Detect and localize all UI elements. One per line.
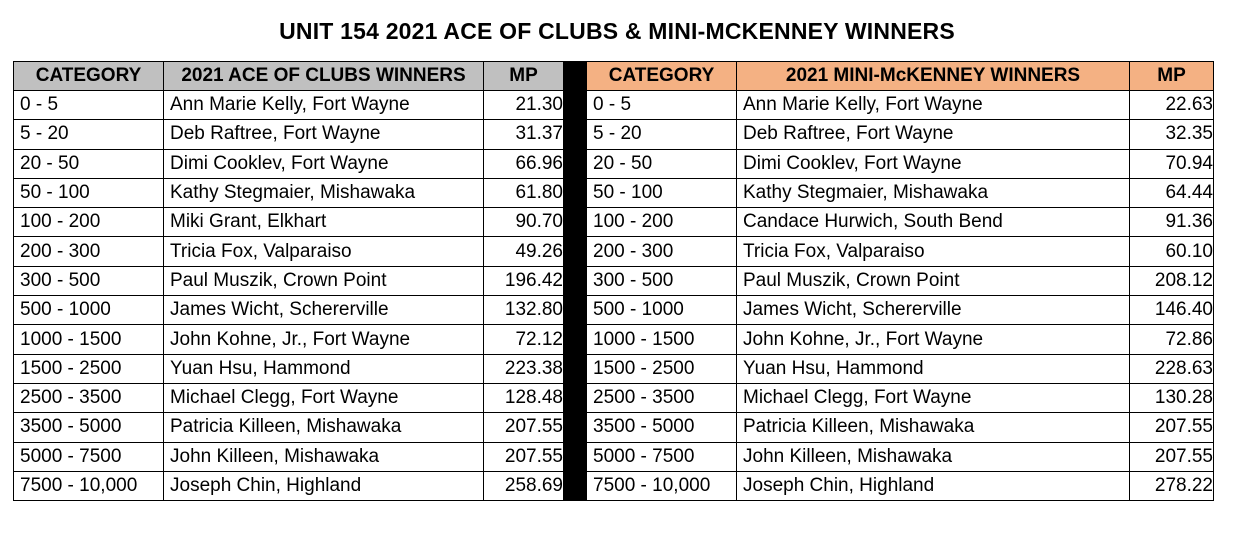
column-separator xyxy=(564,149,587,178)
ace-category-cell: 7500 - 10,000 xyxy=(14,471,164,500)
table-row xyxy=(14,354,1214,383)
mckenney-mp-cell: 146.40 xyxy=(1130,296,1214,325)
ace-mp-cell: 72.12 xyxy=(484,325,564,354)
ace-category-cell: 500 - 1000 xyxy=(14,296,164,325)
mckenney-category-cell: 50 - 100 xyxy=(587,178,737,207)
ace-winner-cell: Ann Marie Kelly, Fort Wayne xyxy=(164,91,484,120)
mckenney-winner-cell: Joseph Chin, Highland xyxy=(737,471,1130,500)
ace-category-cell: 1000 - 1500 xyxy=(14,325,164,354)
mckenney-winner-cell: Deb Raftree, Fort Wayne xyxy=(737,120,1130,149)
ace-category-cell: 5000 - 7500 xyxy=(14,442,164,471)
mckenney-winner-cell: Kathy Stegmaier, Mishawaka xyxy=(737,178,1130,207)
ace-winner-cell: John Kohne, Jr., Fort Wayne xyxy=(164,325,484,354)
mckenney-mp-cell: 60.10 xyxy=(1130,237,1214,266)
table-row xyxy=(14,120,1214,149)
ace-category-cell: 1500 - 2500 xyxy=(14,354,164,383)
mckenney-winner-cell: Ann Marie Kelly, Fort Wayne xyxy=(737,91,1130,120)
ace-category-cell: 300 - 500 xyxy=(14,266,164,295)
table-row xyxy=(14,208,1214,237)
table-row xyxy=(14,413,1214,442)
table-row xyxy=(14,442,1214,471)
mckenney-category-cell: 1500 - 2500 xyxy=(587,354,737,383)
ace-category-cell: 5 - 20 xyxy=(14,120,164,149)
ace-winner-cell: John Killeen, Mishawaka xyxy=(164,442,484,471)
mckenney-category-cell: 5 - 20 xyxy=(587,120,737,149)
page-title: UNIT 154 2021 ACE OF CLUBS & MINI-MCKENNEY WINNERS xyxy=(279,18,955,44)
mckenney-category-cell: 5000 - 7500 xyxy=(587,442,737,471)
table-row xyxy=(14,383,1214,412)
column-separator xyxy=(564,91,587,120)
ace-mp-header: MP xyxy=(484,62,564,91)
mckenney-winners-header: 2021 MINI-McKENNEY WINNERS xyxy=(737,62,1130,91)
column-separator xyxy=(564,354,587,383)
mckenney-winner-cell: Yuan Hsu, Hammond xyxy=(737,354,1130,383)
ace-winner-cell: Patricia Killeen, Mishawaka xyxy=(164,413,484,442)
table-row xyxy=(14,266,1214,295)
mckenney-winner-cell: James Wicht, Schererville xyxy=(737,296,1130,325)
mckenney-category-cell: 1000 - 1500 xyxy=(587,325,737,354)
ace-category-cell: 200 - 300 xyxy=(14,237,164,266)
header-row xyxy=(14,62,1214,91)
ace-category-cell: 50 - 100 xyxy=(14,178,164,207)
ace-winners-header: 2021 ACE OF CLUBS WINNERS xyxy=(164,62,484,91)
mckenney-category-header: CATEGORY xyxy=(587,62,737,91)
ace-mp-cell: 31.37 xyxy=(484,120,564,149)
ace-category-header: CATEGORY xyxy=(14,62,164,91)
ace-winner-cell: Paul Muszik, Crown Point xyxy=(164,266,484,295)
mckenney-category-cell: 20 - 50 xyxy=(587,149,737,178)
mckenney-mp-cell: 70.94 xyxy=(1130,149,1214,178)
ace-winner-cell: Yuan Hsu, Hammond xyxy=(164,354,484,383)
table-row xyxy=(14,325,1214,354)
column-separator xyxy=(564,208,587,237)
mckenney-mp-cell: 64.44 xyxy=(1130,178,1214,207)
mckenney-mp-cell: 130.28 xyxy=(1130,383,1214,412)
ace-mp-cell: 258.69 xyxy=(484,471,564,500)
ace-mp-cell: 128.48 xyxy=(484,383,564,412)
mckenney-mp-cell: 207.55 xyxy=(1130,413,1214,442)
ace-winner-cell: James Wicht, Schererville xyxy=(164,296,484,325)
column-separator xyxy=(564,383,587,412)
mckenney-mp-cell: 208.12 xyxy=(1130,266,1214,295)
mckenney-category-cell: 7500 - 10,000 xyxy=(587,471,737,500)
mckenney-winner-cell: John Kohne, Jr., Fort Wayne xyxy=(737,325,1130,354)
ace-mp-cell: 61.80 xyxy=(484,178,564,207)
table-row xyxy=(14,471,1214,500)
mckenney-mp-cell: 32.35 xyxy=(1130,120,1214,149)
mckenney-winner-cell: Candace Hurwich, South Bend xyxy=(737,208,1130,237)
ace-mp-cell: 207.55 xyxy=(484,442,564,471)
mckenney-category-cell: 500 - 1000 xyxy=(587,296,737,325)
ace-mp-cell: 21.30 xyxy=(484,91,564,120)
mckenney-category-cell: 0 - 5 xyxy=(587,91,737,120)
ace-category-cell: 2500 - 3500 xyxy=(14,383,164,412)
column-separator xyxy=(564,442,587,471)
mckenney-mp-cell: 91.36 xyxy=(1130,208,1214,237)
mckenney-category-cell: 100 - 200 xyxy=(587,208,737,237)
mckenney-category-cell: 300 - 500 xyxy=(587,266,737,295)
table-row xyxy=(14,237,1214,266)
column-separator xyxy=(564,266,587,295)
column-separator xyxy=(564,62,587,91)
ace-winner-cell: Tricia Fox, Valparaiso xyxy=(164,237,484,266)
column-separator xyxy=(564,413,587,442)
ace-category-cell: 100 - 200 xyxy=(14,208,164,237)
ace-mp-cell: 132.80 xyxy=(484,296,564,325)
ace-winner-cell: Dimi Cooklev, Fort Wayne xyxy=(164,149,484,178)
mckenney-category-cell: 3500 - 5000 xyxy=(587,413,737,442)
ace-winner-cell: Joseph Chin, Highland xyxy=(164,471,484,500)
mckenney-winner-cell: John Killeen, Mishawaka xyxy=(737,442,1130,471)
mckenney-winner-cell: Paul Muszik, Crown Point xyxy=(737,266,1130,295)
ace-mp-cell: 90.70 xyxy=(484,208,564,237)
mckenney-winner-cell: Patricia Killeen, Mishawaka xyxy=(737,413,1130,442)
ace-mp-cell: 66.96 xyxy=(484,149,564,178)
ace-mp-cell: 49.26 xyxy=(484,237,564,266)
mckenney-winner-cell: Tricia Fox, Valparaiso xyxy=(737,237,1130,266)
ace-mp-cell: 223.38 xyxy=(484,354,564,383)
mckenney-category-cell: 2500 - 3500 xyxy=(587,383,737,412)
column-separator xyxy=(564,325,587,354)
mckenney-winner-cell: Dimi Cooklev, Fort Wayne xyxy=(737,149,1130,178)
mckenney-mp-cell: 278.22 xyxy=(1130,471,1214,500)
table-row xyxy=(14,296,1214,325)
mckenney-mp-cell: 72.86 xyxy=(1130,325,1214,354)
ace-category-cell: 20 - 50 xyxy=(14,149,164,178)
table-row xyxy=(14,91,1214,120)
winners-table xyxy=(13,61,1214,501)
column-separator xyxy=(564,296,587,325)
mckenney-mp-cell: 228.63 xyxy=(1130,354,1214,383)
ace-category-cell: 0 - 5 xyxy=(14,91,164,120)
table-row xyxy=(14,178,1214,207)
ace-winner-cell: Michael Clegg, Fort Wayne xyxy=(164,383,484,412)
mckenney-category-cell: 200 - 300 xyxy=(587,237,737,266)
ace-winner-cell: Deb Raftree, Fort Wayne xyxy=(164,120,484,149)
mckenney-mp-header: MP xyxy=(1130,62,1214,91)
column-separator xyxy=(564,471,587,500)
column-separator xyxy=(564,120,587,149)
mckenney-mp-cell: 22.63 xyxy=(1130,91,1214,120)
table-row xyxy=(14,149,1214,178)
mckenney-winner-cell: Michael Clegg, Fort Wayne xyxy=(737,383,1130,412)
ace-category-cell: 3500 - 5000 xyxy=(14,413,164,442)
column-separator xyxy=(564,237,587,266)
ace-mp-cell: 196.42 xyxy=(484,266,564,295)
ace-winner-cell: Miki Grant, Elkhart xyxy=(164,208,484,237)
column-separator xyxy=(564,178,587,207)
ace-mp-cell: 207.55 xyxy=(484,413,564,442)
ace-winner-cell: Kathy Stegmaier, Mishawaka xyxy=(164,178,484,207)
mckenney-mp-cell: 207.55 xyxy=(1130,442,1214,471)
